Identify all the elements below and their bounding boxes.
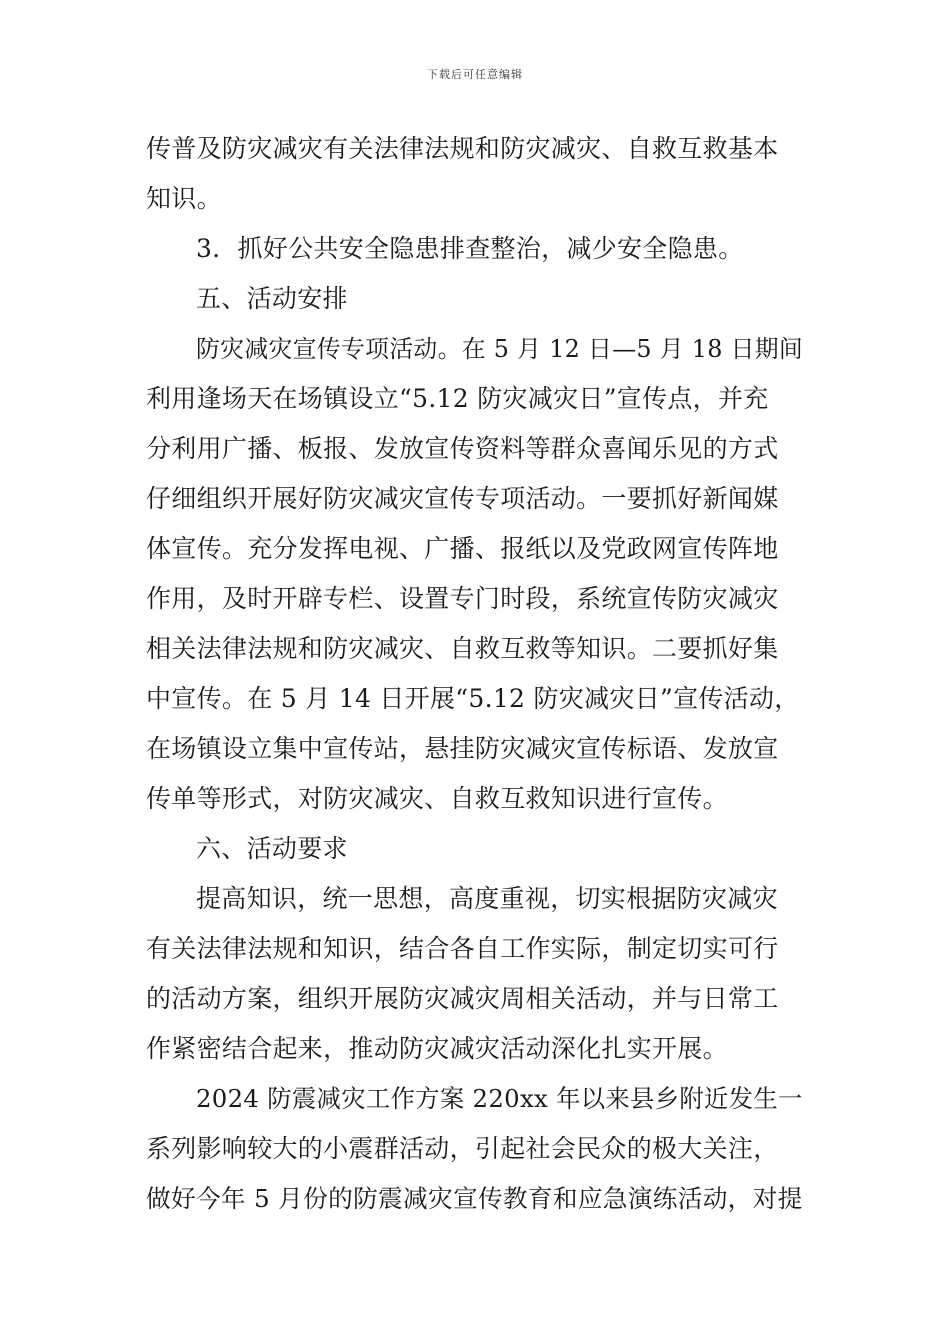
text-line: 分利用广播、板报、发放宣传资料等群众喜闻乐见的方式 <box>146 434 779 463</box>
text-line: 相关法律法规和防灾减灾、自救互救等知识。二要抓好集 <box>146 634 779 663</box>
text-line: 传普及防灾减灾有关法律法规和防灾减灾、自救互救基本 <box>146 134 779 163</box>
list-item: 3．抓好公共安全隐患排查整治，减少安全隐患。 <box>196 234 744 263</box>
text-line: 作紧密结合起来，推动防灾减灾活动深化扎实开展。 <box>146 1034 728 1063</box>
text-line: 体宣传。充分发挥电视、广播、报纸以及党政网宣传阵地 <box>146 534 779 563</box>
text-line: 系列影响较大的小震群活动，引起社会民众的极大关注， <box>146 1134 779 1163</box>
text-line: 作用，及时开辟专栏、设置专门时段，系统宣传防灾减灾 <box>146 584 779 613</box>
text-line: 有关法律法规和知识，结合各自工作实际，制定切实可行 <box>146 934 779 963</box>
section-heading: 六、活动要求 <box>196 834 348 863</box>
text-line: 做好今年 5 月份的防震减灾宣传教育和应急演练活动，对提 <box>146 1184 803 1213</box>
text-line: 仔细组织开展好防灾减灾宣传专项活动。一要抓好新闻媒 <box>146 484 779 513</box>
paragraph-start: 防灾减灾宣传专项活动。在 5 月 12 日—5 月 18 日期间 <box>196 335 804 363</box>
paragraph-start: 2024 防震减灾工作方案 220xx 年以来县乡附近发生一 <box>196 1084 803 1113</box>
text-line: 利用逢场天在场镇设立“5.12 防灾减灾日”宣传点，并充 <box>146 384 769 413</box>
document-body <box>146 124 806 1224</box>
text-line: 在场镇设立集中宣传站，悬挂防灾减灾宣传标语、发放宣 <box>146 734 779 763</box>
paragraph-start: 提高知识，统一思想，高度重视，切实根据防灾减灾 <box>196 884 778 913</box>
text-line: 传单等形式，对防灾减灾、自救互救知识进行宣传。 <box>146 784 728 813</box>
text-line: 知识。 <box>146 184 222 213</box>
page-header: 下载后可任意编辑 <box>427 68 523 81</box>
text-line: 中宣传。在 5 月 14 日开展“5.12 防灾减灾日”宣传活动， <box>146 684 800 713</box>
text-line: 的活动方案，组织开展防灾减灾周相关活动，并与日常工 <box>146 984 779 1013</box>
section-heading: 五、活动安排 <box>196 284 348 313</box>
